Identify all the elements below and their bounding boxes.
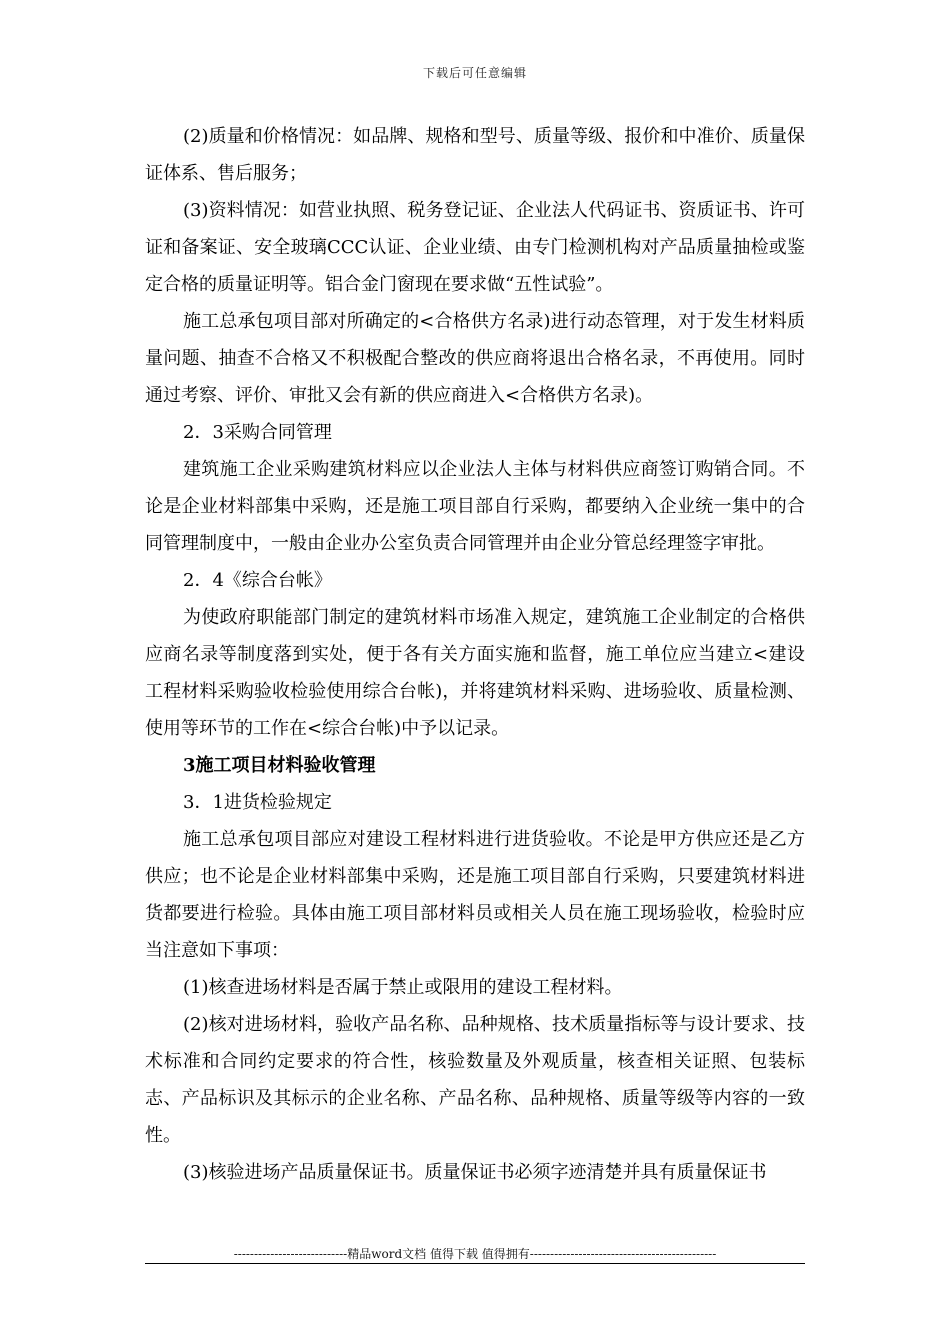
page-footer: ----------------------------精品word文档 值得下载 值得拥有----------------------------------------------: [233, 1247, 717, 1261]
paragraph-quality-price: (2)质量和价格情况：如品牌、规格和型号、质量等级、报价和中准价、质量保证体系、售后服务；: [145, 126, 805, 184]
footer-divider: [145, 1263, 805, 1264]
page-header: 下载后可任意编辑: [422, 66, 527, 80]
document-body: [145, 118, 805, 1191]
paragraph-purchase-contract: 建筑施工企业采购建筑材料应以企业法人主体与材料供应商签订购销合同。不论是企业材料部集中采购，还是施工项目部自行采购，都要纳入企业统一集中的合同管理制度中，一般由企业办公室负责合同管理并由企业分管总经理签字审批。: [145, 459, 805, 554]
paragraph-item-1: (1)核查进场材料是否属于禁止或限用的建设工程材料。: [183, 977, 623, 998]
section-heading-3: 3施工项目材料验收管理: [183, 755, 376, 776]
paragraph-ledger: 为使政府职能部门制定的建筑材料市场准入规定，建筑施工企业制定的合格供应商名录等制度落到实处，便于各有关方面实施和监督，施工单位应当建立<建设工程材料采购验收检验使用综合台帐)，并将建筑材料采购、进场验收、质量检测、使用等环节的工作在<综合台帐)中予以记录。: [145, 607, 805, 739]
section-heading-3-1: 3．1进货检验规定: [183, 792, 332, 813]
paragraph-incoming-inspection: 施工总承包项目部应对建设工程材料进行进货验收。不论是甲方供应还是乙方供应；也不论是企业材料部集中采购，还是施工项目部自行采购，只要建筑材料进货都要进行检验。具体由施工项目部材料员或相关人员在施工现场验收，检验时应当注意如下事项：: [145, 829, 805, 961]
paragraph-item-3: (3)核验进场产品质量保证书。质量保证书必须字迹清楚并具有质量保证书: [183, 1162, 767, 1183]
paragraph-item-2: (2)核对进场材料，验收产品名称、品种规格、技术质量指标等与设计要求、技术标准和合同约定要求的符合性，核验数量及外观质量，核查相关证照、包装标志、产品标识及其标示的企业名称、产品名称、品种规格、质量等级等内容的一致性。: [145, 1014, 805, 1146]
paragraph-dynamic-management: 施工总承包项目部对所确定的<合格供方名录)进行动态管理，对于发生材料质量问题、抽查不合格又不积极配合整改的供应商将退出合格名录，不再使用。同时通过考察、评价、审批又会有新的供应商进入<合格供方名录)。: [145, 311, 805, 406]
section-heading-2-3: 2．3采购合同管理: [183, 422, 332, 443]
paragraph-documents: (3)资料情况：如营业执照、税务登记证、企业法人代码证书、资质证书、许可证和备案证、安全玻璃CCC认证、企业业绩、由专门检测机构对产品质量抽检或鉴定合格的质量证明等。铝合金门窗现在要求做“五性试验”。: [145, 200, 805, 295]
section-heading-2-4: 2．4《综合台帐》: [183, 570, 332, 591]
